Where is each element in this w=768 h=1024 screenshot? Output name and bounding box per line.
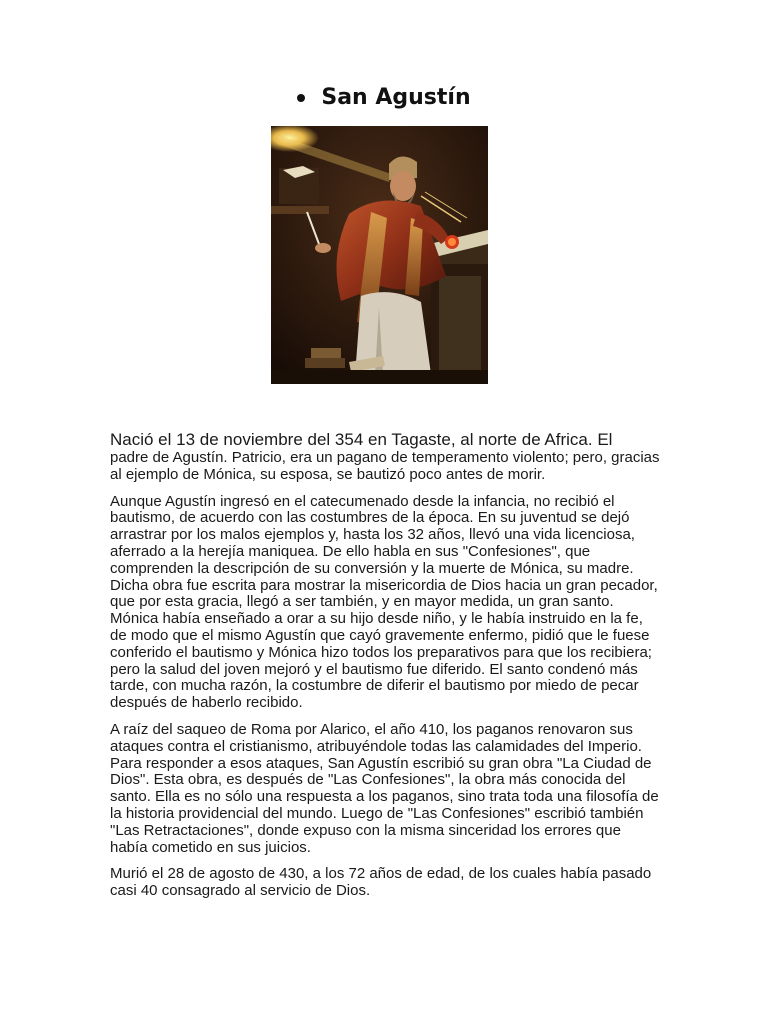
title-row xyxy=(0,84,768,112)
painting-illustration xyxy=(271,126,488,384)
saint-painting xyxy=(271,126,488,384)
paragraph-1-lead: Nació el 13 de noviembre del 354 en Tagaste, al norte de Africa. El xyxy=(110,430,613,449)
article-body xyxy=(110,429,662,910)
paragraph-4: Murió el 28 de agosto de 430, a los 72 años de edad, de los cuales había pasado casi 40 consagrado al servicio de Dios. xyxy=(110,865,652,900)
page-title: San Agustín xyxy=(321,85,471,110)
bullet-icon xyxy=(297,94,305,102)
paragraph-1-rest: padre de Agustín. Patricio, era un pagano de temperamento violento; pero, gracias al ejemplo de Mónica, su esposa, se bautizó poco antes de morir. xyxy=(110,449,660,483)
paragraph-2: Aunque Agustín ingresó en el catecumenado desde la infancia, no recibió el bautismo, de acuerdo con las costumbres de la época. En su juventud se dejó arrastrar por los malos ejemplos y, hasta los 32 años, llevó una vida licenciosa, aferrado a la herejía maniquea. De ello habla en sus "Confesiones", que comprenden la descripción de su conversión y la muerte de Mónica, su madre. Dicha obra fue escrita para mostrar la misericordia de Dios hacia un gran pecador, que por esta gracia, llegó a ser también, y en mayor medida, un gran santo. Mónica había enseñado a orar a su hijo desde niño, y le había instruido en la fe, de modo que el mismo Agustín que cayó gravemente enfermo, pidió que le fuese conferido el bautismo y Mónica hizo todos los preparativos para que los recibiera; pero la salud del joven mejoró y el bautismo fue diferido. El santo condenó más tarde, con mucha razón, la costumbre de diferir el bautismo por miedo de pecar después de haberlo recibido. xyxy=(110,492,658,712)
paragraph-1 xyxy=(110,429,662,484)
paragraph-3: A raíz del saqueo de Roma por Alarico, el año 410, los paganos renovaron sus ataques contra el cristianismo, atribuyéndole todas las calamidades del Imperio. Para responder a esos ataques, San Agustín escribió su gran obra "La Ciudad de Dios". Esta obra, es después de "Las Confesiones", la obra más conocida del santo. Ella es no sólo una respuesta a los paganos, sino trata toda una filosofía de la historia providencial del mundo. Luego de "Las Confesiones" escribió también "Las Retractaciones", donde expuso con la misma sinceridad los errores que había cometido en sus juicios. xyxy=(110,720,659,856)
